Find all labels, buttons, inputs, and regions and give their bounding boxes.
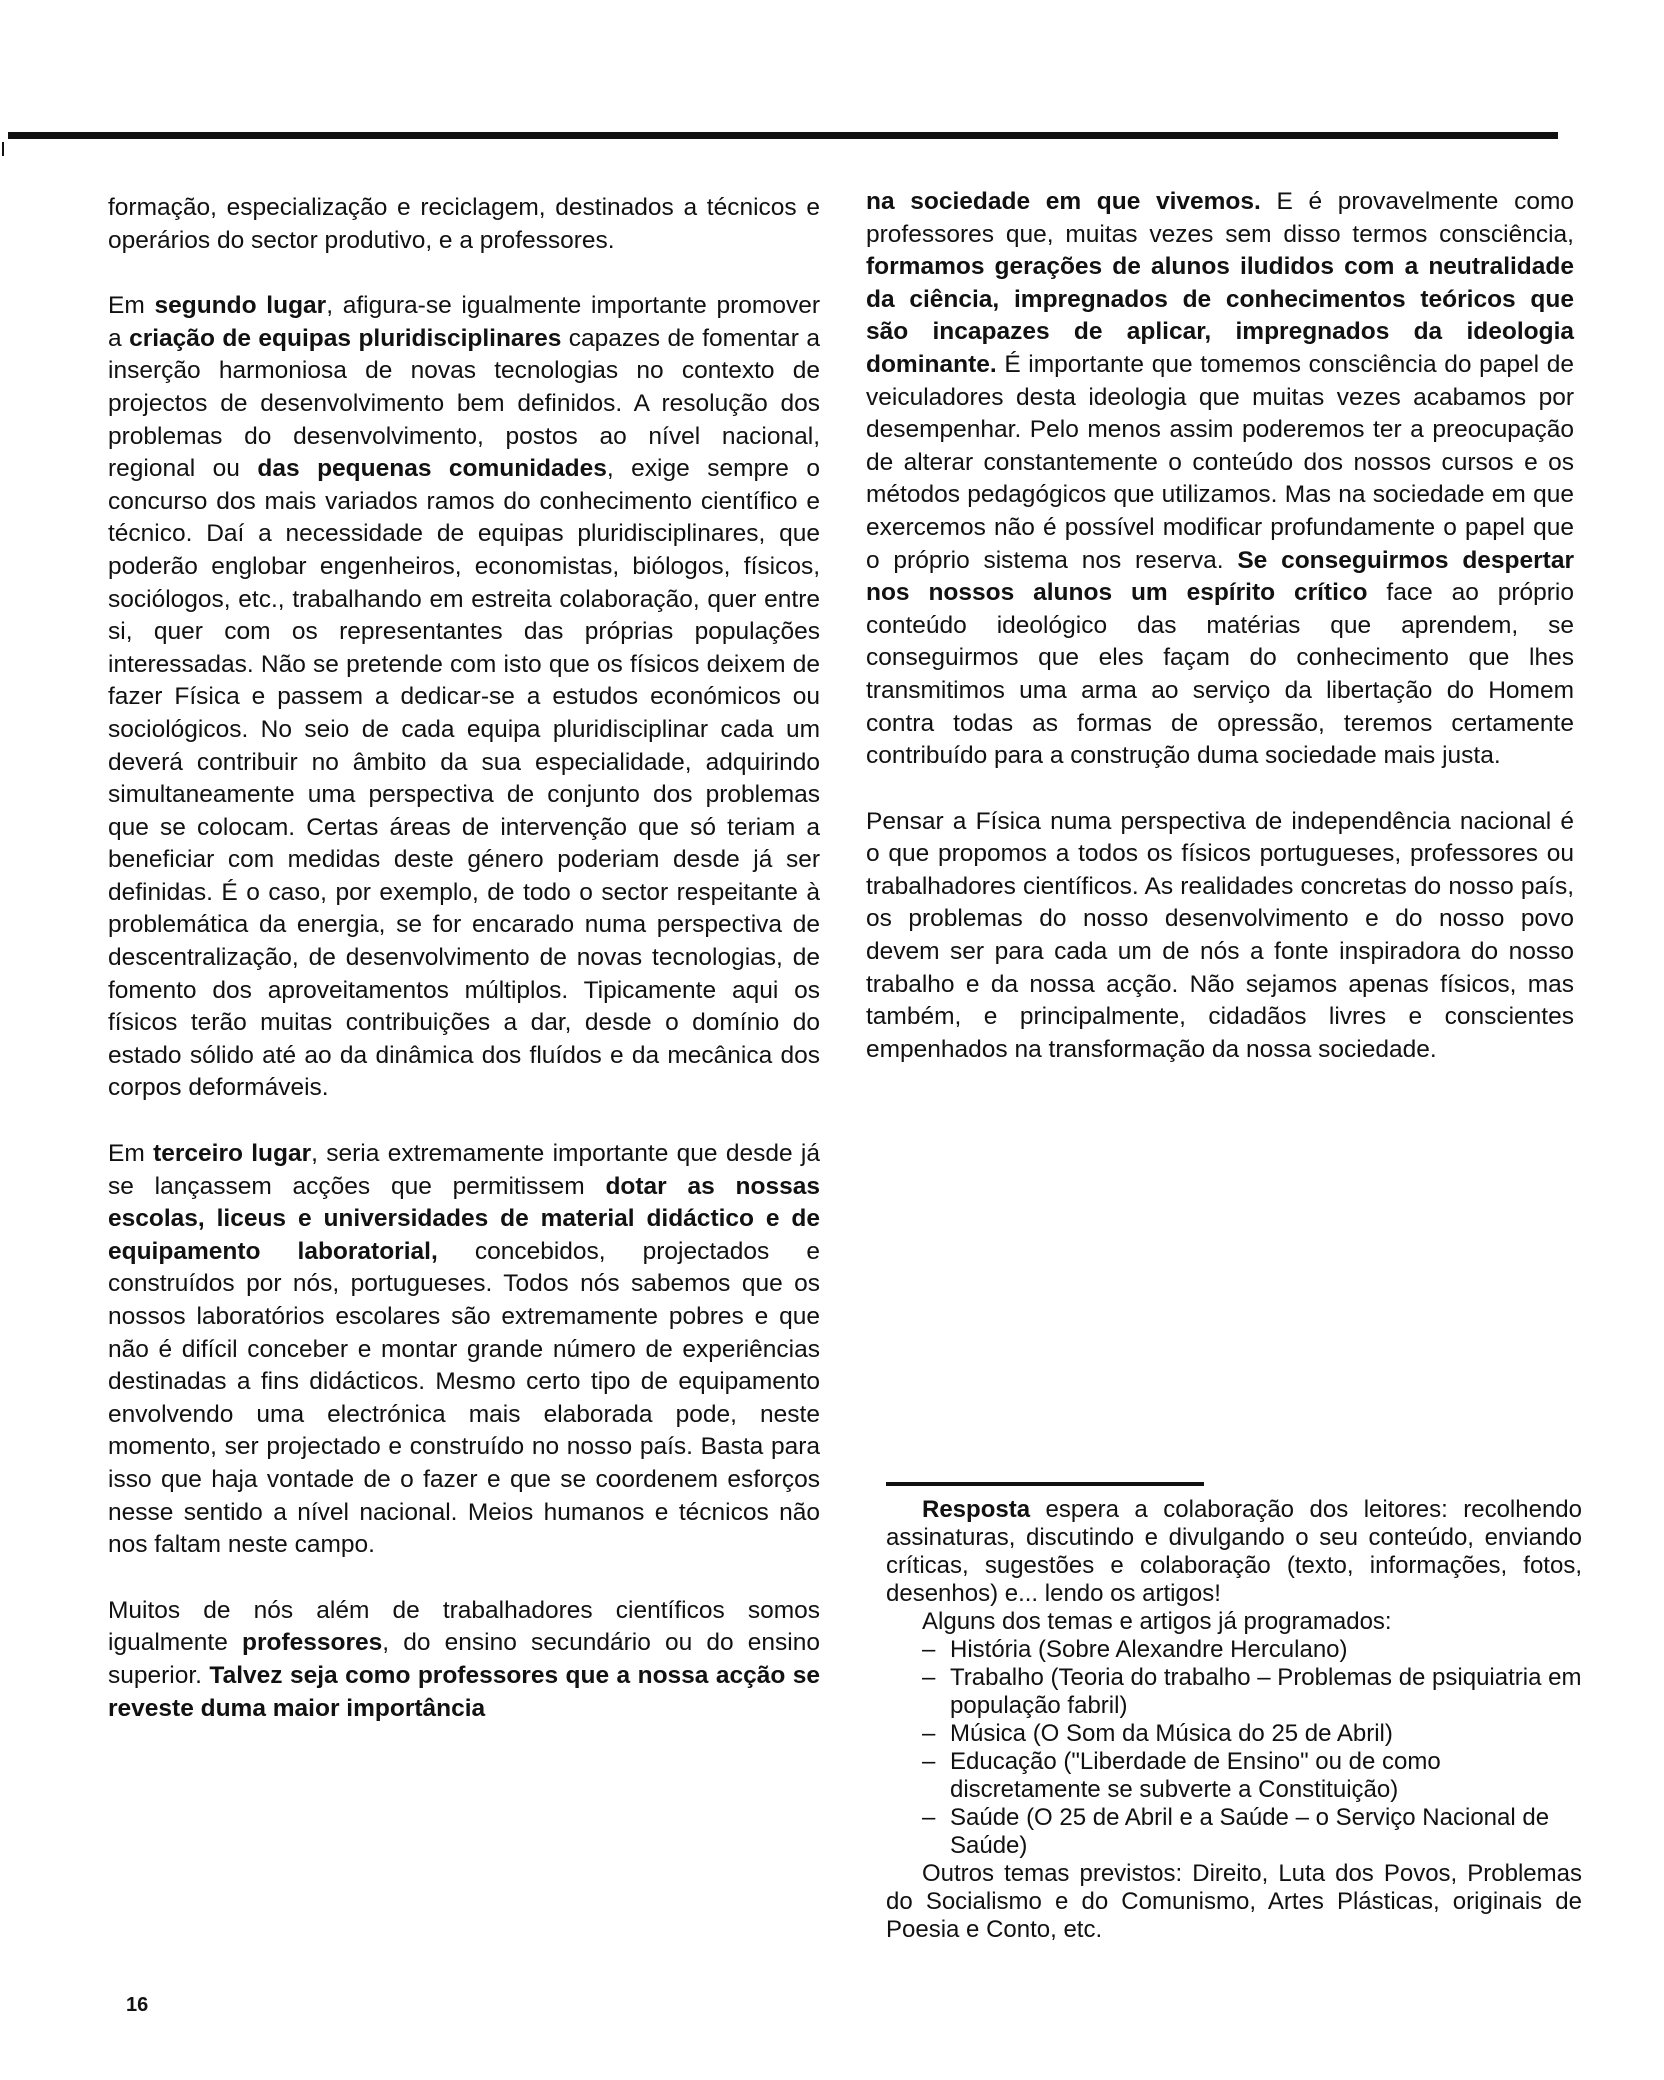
list-item: – Música (O Som da Música do 25 de Abril) — [922, 1720, 1393, 1747]
list-item: – Educação ("Liberdade de Ensino" ou de como discretamente se subverte a Constituição) — [922, 1748, 1441, 1803]
right-paragraph-1: na sociedade em que vivemos. E é provavelmente como professores que, muitas vezes sem disso termos consciência, formamos gerações de alunos iludidos com a neutralidade da ciência, impregnados de conhecimentos teóricos que são incapazes de aplicar, impregnados da ideologia dominante. É importante que tomemos consciência do papel de veiculadores desta ideologia que muitas vezes acabamos por desempenhar. Pelo menos assim poderemos ter a preocupação de alterar constantemente o conteúdo dos nossos cursos e os métodos pedagógicos que utilizamos. Mas na sociedade em que exercemos não é possível modificar profundamente o papel que o próprio sistema nos reserva. Se conseguirmos despertar nos nossos alunos um espírito crítico face ao próprio conteúdo ideológico das matérias que aprendem, se conseguirmos que eles façam do conhecimento que lhes transmitimos uma arma ao serviço da libertação do Homem contra todas as formas de opressão, teremos certamente contribuído para a construção duma sociedade mais justa. — [866, 188, 1574, 770]
dash-bullet: – — [922, 1720, 936, 1747]
dash-bullet: – — [922, 1664, 936, 1691]
list-item: – História (Sobre Alexandre Herculano) — [922, 1636, 1348, 1663]
themes-list — [886, 1636, 1582, 1860]
right-column — [866, 186, 1574, 1099]
emphasis: Se conseguirmos despertar nos nossos alunos um espírito crítico — [866, 546, 1574, 607]
emphasis: terceiro lugar — [153, 1140, 312, 1168]
left-column — [108, 192, 820, 1758]
emphasis: formamos gerações de alunos iludidos com a neutralidade da ciência, impregnados de conhecimentos teóricos que são incapazes de aplicar, impregnados da ideologia dominante. — [866, 253, 1574, 378]
dash-bullet: – — [922, 1748, 936, 1775]
emphasis: segundo lugar — [154, 292, 327, 320]
top-rule — [8, 132, 1558, 139]
emphasis: dotar as nossas escolas, liceus e universidades de material didáctico e de equipamento laboratorial, — [108, 1172, 820, 1265]
left-paragraph-4: Muitos de nós além de trabalhadores científicos somos igualmente professores, do ensino secundário ou do ensino superior. Talvez seja como professores que a nossa acção se reveste duma maior importância — [108, 1596, 821, 1722]
page-number: 16 — [126, 1994, 149, 2016]
left-paragraph-1: formação, especialização e reciclagem, destinados a técnicos e operários do sector produtivo, e a professores. — [108, 194, 820, 254]
emphasis: na sociedade em que vivemos. — [866, 188, 1261, 215]
right-paragraph-2: Pensar a Física numa perspectiva de independência nacional é o que propomos a todos os físicos portugueses, professores ou trabalhadores científicos. As realidades concretas do nosso país, os problemas do nosso desenvolvimento e do nosso povo devem ser para cada um de nós a fonte inspiradora do nosso trabalho e da nossa acção. Não sejamos apenas físicos, mas também, e principalmente, cidadãos livres e conscientes empenhados na transformação da nossa sociedade. — [866, 807, 1574, 1063]
note-rule — [886, 1482, 1204, 1486]
publication-name: Resposta — [922, 1496, 1031, 1523]
emphasis: professores — [242, 1629, 383, 1657]
list-item: – Trabalho (Teoria do trabalho – Problemas de psiquiatria em população fabril) — [922, 1664, 1582, 1719]
note-intro: Resposta espera a colaboração dos leitores: recolhendo assinaturas, discutindo e divulgando o seu conteúdo, enviando críticas, sugestões e colaboração (texto, informações, fotos, desenhos) e... lendo os artigos! — [886, 1496, 1582, 1607]
emphasis: Talvez seja como professores que a nossa acção se reveste duma maior importância — [108, 1661, 821, 1722]
left-paragraph-3: Em terceiro lugar, seria extremamente importante que desde já se lançassem acções que permitissem dotar as nossas escolas, liceus e universidades de material didáctico e de equipamento laboratorial, concebidos, projectados e construídos por nós, portugueses. Todos nós sabemos que os nossos laboratórios escolares são extremamente pobres e que não é difícil conceber e montar grande número de experiências destinadas a fins didácticos. Mesmo certo tipo de equipamento envolvendo uma electrónica mais elaborada pode, neste momento, ser projectado e construído no nosso país. Basta para isso que haja vontade de o fazer e que se coordenem esforços nesse sentido a nível nacional. Meios humanos e técnicos não nos faltam neste campo. — [108, 1140, 820, 1559]
margin-mark — [2, 142, 4, 156]
reader-note — [886, 1496, 1582, 1944]
emphasis: criação de equipas pluridisciplinares — [129, 324, 562, 352]
other-themes: Outros temas previstos: Direito, Luta dos Povos, Problemas do Socialismo e do Comunismo, Artes Plásticas, originais de Poesia e Conto, etc. — [886, 1860, 1582, 1943]
dash-bullet: – — [922, 1636, 936, 1663]
left-paragraph-2: Em segundo lugar, afigura-se igualmente importante promover a criação de equipas pluridisciplinares capazes de fomentar a inserção harmoniosa de novas tecnologias no contexto de projectos de desenvolvimento bem definidos. A resolução dos problemas do desenvolvimento, postos ao nível nacional, regional ou das pequenas comunidades, exige sempre o concurso dos mais variados ramos do conhecimento científico e técnico. Daí a necessidade de equipas pluridisciplinares, que poderão englobar engenheiros, economistas, biólogos, físicos, sociólogos, etc., trabalhando em estreita colaboração, quer entre si, quer com os representantes das próprias populações interessadas. Não se pretende com isto que os físicos deixem de fazer Física e passem a dedicar-se a estudos económicos ou sociológicos. No seio de cada equipa pluridisciplinar cada um deverá contribuir no âmbito da sua especialidade, adquirindo simultaneamente uma perspectiva de conjunto dos problemas que se colocam. Certas áreas de intervenção que só teriam a beneficiar com medidas deste género poderiam desde já ser definidas. É o caso, por exemplo, de todo o sector respeitante à problemática da energia, se for encarado numa perspectiva de descentralização, de desenvolvimento de novas tecnologias, de fomento dos aproveitamentos múltiplos. Tipicamente aqui os físicos terão muitas contribuições a dar, desde o domínio do estado sólido até ao da dinâmica dos fluídos e da mecânica dos corpos deformáveis. — [108, 292, 820, 1102]
dash-bullet: – — [922, 1804, 936, 1831]
themes-heading: Alguns dos temas e artigos já programados: — [922, 1608, 1392, 1635]
emphasis: das pequenas comunidades — [257, 455, 607, 483]
list-item: – Saúde (O 25 de Abril e a Saúde – o Serviço Nacional de Saúde) — [922, 1804, 1550, 1859]
